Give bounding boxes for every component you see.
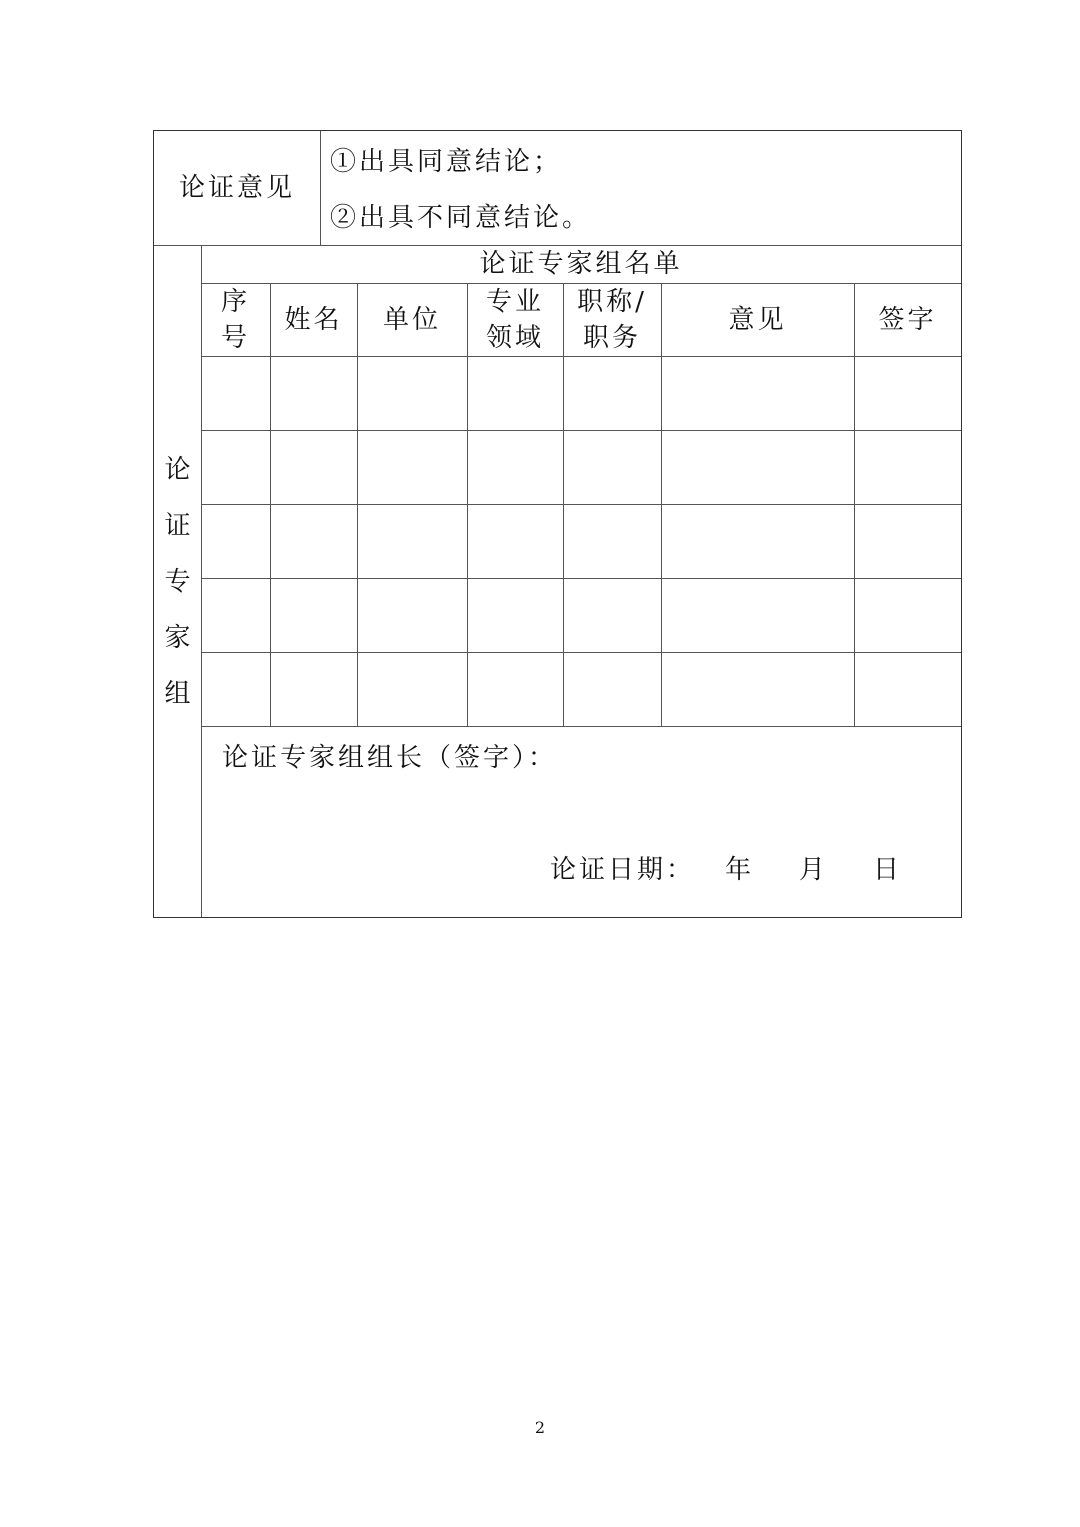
expert-list-title: 论证专家组名单 — [479, 249, 683, 279]
header-field: 专业 领域 — [485, 286, 544, 353]
divider-row-2 — [201, 504, 961, 505]
header-unit: 单位 — [382, 304, 441, 335]
divider-row-4 — [201, 652, 961, 653]
review-date-label: 论证日期： — [550, 855, 696, 885]
divider-header-bottom — [201, 356, 961, 357]
opinion-option-disagree: ②出具不同意结论。 — [330, 203, 592, 233]
header-opinion: 意见 — [728, 304, 787, 335]
side-char: 论 — [164, 455, 191, 485]
header-title-position: 职称/ 职务 — [577, 286, 647, 353]
side-char: 家 — [164, 623, 191, 653]
divider-row-5 — [201, 726, 961, 727]
leader-signature-label: 论证专家组组长（签字）： — [222, 743, 558, 773]
side-char: 组 — [164, 679, 191, 709]
page-number: 2 — [534, 1418, 546, 1437]
opinion-label: 论证意见 — [178, 173, 295, 203]
header-signature: 签字 — [878, 304, 937, 335]
side-char: 证 — [164, 511, 191, 541]
review-form-table — [153, 130, 962, 918]
divider-row-3 — [201, 578, 961, 579]
expert-group-side-label — [154, 246, 201, 918]
opinion-option-agree: ①出具同意结论； — [330, 147, 563, 177]
date-day: 日 — [873, 855, 903, 885]
header-name: 姓名 — [284, 304, 343, 335]
date-month: 月 — [799, 855, 829, 885]
header-serial: 序 号 — [220, 286, 250, 353]
divider-row-1 — [201, 430, 961, 431]
date-year: 年 — [725, 855, 755, 885]
side-char: 专 — [164, 567, 191, 597]
divider-opinion-vertical — [320, 131, 321, 245]
